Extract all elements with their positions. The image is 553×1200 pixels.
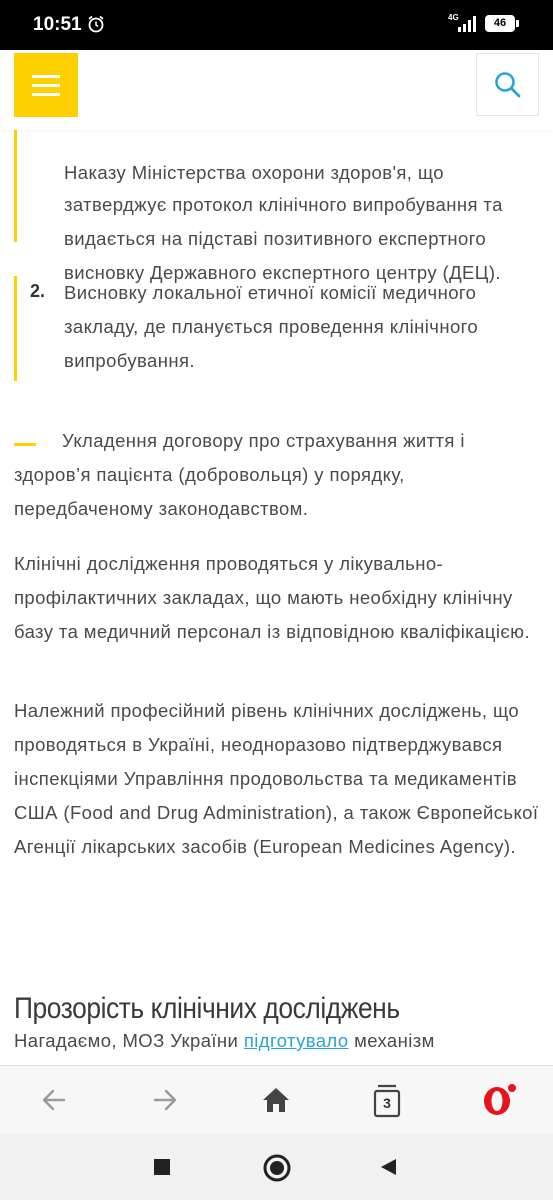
- signal-icon: [456, 16, 478, 32]
- hamburger-icon-line-2: [32, 84, 60, 87]
- item2-text: Висновку локальної етичної комісії медичного закладу, де планується проведення клінічного випробування.: [64, 282, 479, 371]
- tabs-count: 3: [383, 1095, 391, 1111]
- item2-number: 2.: [30, 281, 46, 301]
- system-navigation-bar: [0, 1133, 553, 1200]
- list-item-2: [14, 276, 479, 381]
- site-header: [0, 50, 553, 130]
- battery-tip: [516, 20, 519, 27]
- back-arrow-icon[interactable]: [34, 1080, 74, 1120]
- battery-indicator: 46: [485, 15, 515, 32]
- tabs-button[interactable]: [367, 1080, 407, 1120]
- forward-arrow-icon[interactable]: [145, 1080, 185, 1120]
- paragraph-professional-level: Належний професійний рівень клінічних досліджень, що проводяться в Україні, неодноразово підтверджувався інспекціями Управління продовольства та медикаментів США (Food and Drug Administration), а також Європейської Агенції лікарських засобів (European Medicines Agency).: [14, 700, 539, 857]
- hamburger-icon-line-3: [32, 93, 60, 96]
- reminder-text-end: механізм: [354, 1030, 435, 1051]
- home-nav-icon[interactable]: [262, 1153, 292, 1183]
- prepared-link[interactable]: підготувало: [243, 1030, 349, 1051]
- dash-paragraph: Укладення договору про страхування життя і здоров’я пацієнта (добровольця) у порядку, передбаченому законодавством.: [14, 430, 465, 519]
- recents-icon[interactable]: [152, 1157, 172, 1177]
- back-nav-icon[interactable]: [378, 1157, 398, 1177]
- item1-cut-line: Наказу Міністерства охорони здоров'я, що: [64, 162, 444, 183]
- web-page: [0, 50, 553, 1065]
- section-heading: Прозорість клінічних досліджень: [14, 992, 400, 1025]
- search-icon: [493, 70, 523, 100]
- hamburger-icon-line-1: [32, 75, 60, 78]
- opera-menu-icon[interactable]: [478, 1080, 518, 1120]
- home-icon[interactable]: [256, 1080, 296, 1120]
- network-label: 4G: [448, 13, 459, 22]
- search-button[interactable]: [476, 53, 539, 116]
- alarm-icon: [87, 15, 105, 33]
- browser-toolbar: [0, 1065, 553, 1134]
- item1-text: затверджує протокол клінічного випробування та видається на підставі позитивного експертного висновку Державного експертного центру (ДЕЦ).: [64, 194, 503, 283]
- status-bar: [0, 0, 553, 50]
- paragraph-clinical-studies: Клінічні дослідження проводяться у лікувально-профілактичних закладах, що мають необхідну клінічну базу та медичний персонал із відповідною кваліфікацією.: [14, 553, 530, 642]
- reminder-line: [14, 1030, 544, 1052]
- status-time: 10:51: [33, 14, 82, 35]
- menu-button[interactable]: [14, 53, 78, 117]
- reminder-text: Нагадаємо, МОЗ України: [14, 1030, 239, 1051]
